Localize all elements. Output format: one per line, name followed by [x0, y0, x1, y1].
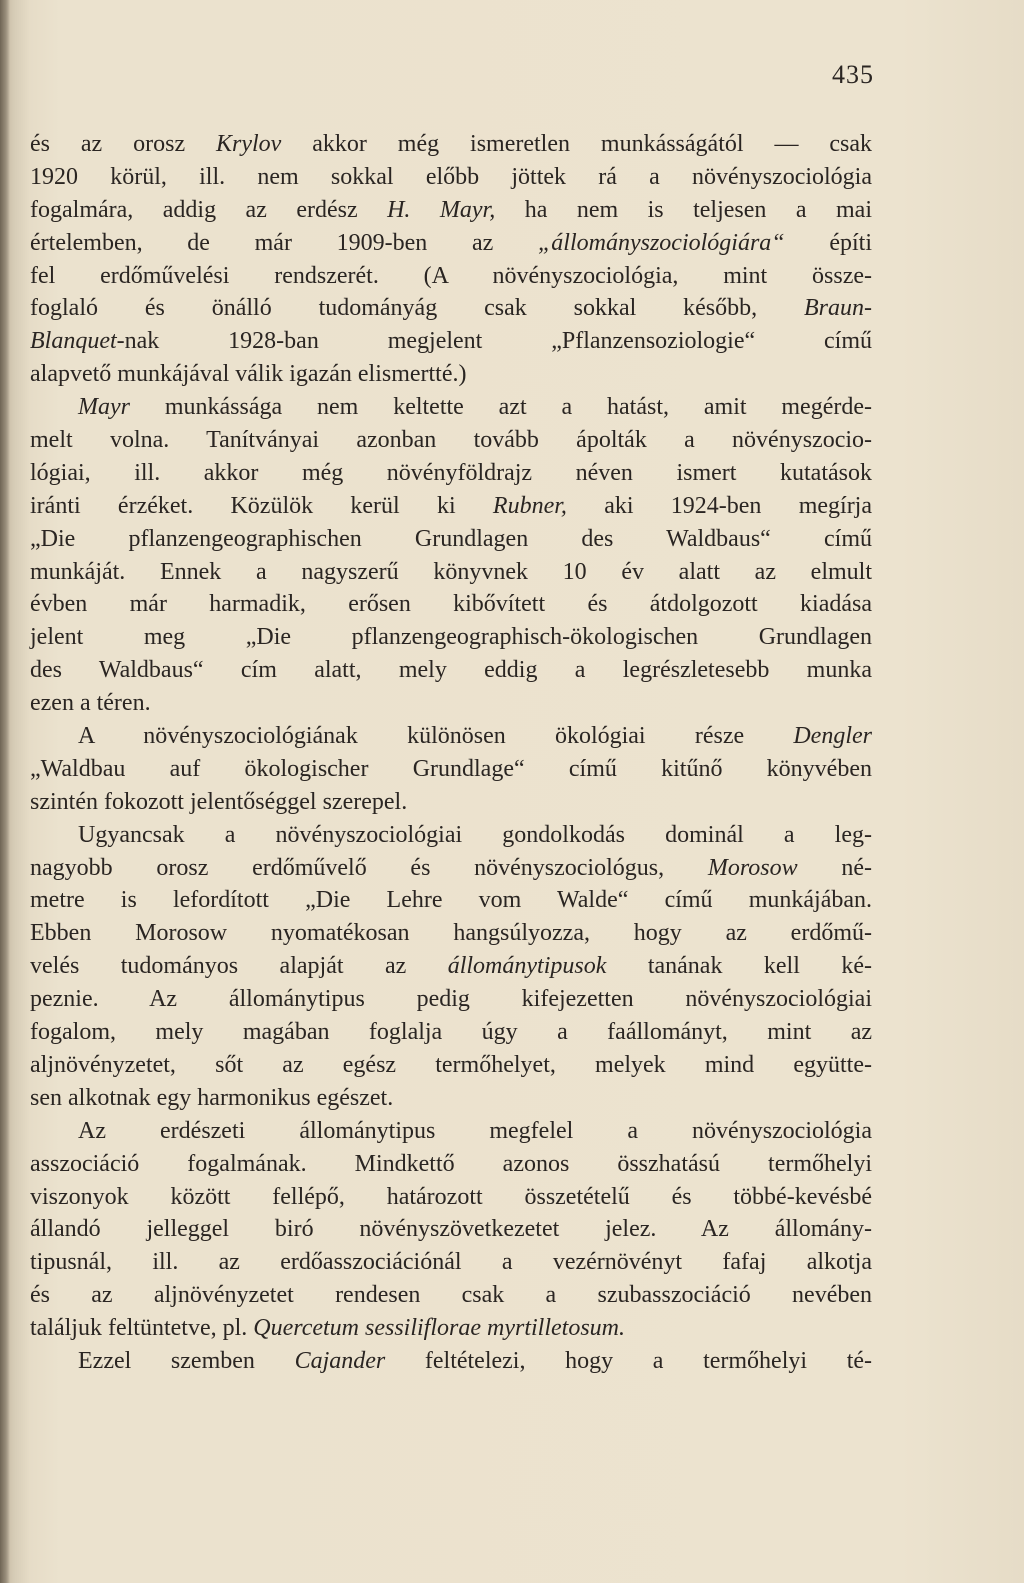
text-line — [30, 1246, 872, 1279]
text-segment: melt volna. Tanítványai azonban tovább ápolták a növényszocio- — [30, 427, 872, 454]
text-line — [30, 1345, 872, 1378]
text-line — [30, 194, 872, 227]
text-segment: és az aljnövényzetet rendesen csak a szubasszociáció nevében — [30, 1282, 872, 1309]
text-line — [30, 358, 872, 391]
italic-text-segment: Mayr — [78, 394, 130, 421]
text-line — [30, 1016, 872, 1049]
body-text — [30, 128, 872, 1378]
text-segment: sen alkotnak egy harmonikus egészet. — [30, 1084, 394, 1111]
text-segment: A növényszociológiának különösen ökológiai része — [78, 723, 794, 750]
text-line — [30, 260, 872, 293]
italic-text-segment: „állományszociológiára“ — [537, 229, 785, 256]
text-line — [30, 1049, 872, 1082]
italic-text-segment: Morosow — [707, 854, 798, 881]
text-line — [30, 819, 872, 852]
text-line — [30, 786, 872, 819]
text-segment: metre is lefordított „Die Lehre vom Walde“ című munkájában. — [30, 887, 872, 914]
text-line — [30, 1279, 872, 1312]
italic-text-segment: H. Mayr, — [387, 196, 496, 223]
text-segment: állandó jelleggel biró növényszövetkezetet jelez. Az állomány- — [30, 1216, 872, 1243]
text-line — [30, 654, 872, 687]
text-segment: nagyobb orosz erdőművelő és növényszociológus, — [30, 854, 708, 881]
text-line — [30, 753, 872, 786]
text-segment: „Die pflanzengeographischen Grundlagen des Waldbaus“ című — [30, 525, 872, 552]
text-segment: munkáját. Ennek a nagyszerű könyvnek 10 év alatt az elmult — [30, 558, 872, 585]
text-line — [30, 1115, 872, 1148]
text-line — [30, 128, 872, 161]
page-number: 435 — [832, 60, 874, 89]
text-line — [30, 523, 872, 556]
text-segment: feltételezi, hogy a termőhelyi té- — [385, 1347, 873, 1374]
italic-text-segment: Blanquet — [30, 328, 117, 355]
text-segment: velés tudományos alapját az — [30, 953, 448, 980]
text-segment: foglaló és önálló tudományág csak sokkal később, — [30, 295, 804, 322]
text-segment: és az orosz — [30, 131, 217, 157]
text-line — [30, 490, 872, 523]
text-line — [30, 983, 872, 1016]
text-line — [30, 588, 872, 621]
text-line — [30, 161, 872, 194]
text-segment: 1920 körül, ill. nem sokkal előbb jöttek rá a növényszociológia — [30, 163, 872, 190]
text-segment: asszociáció fogalmának. Mindkettő azonos összhatású termőhelyi — [30, 1150, 872, 1177]
text-segment: Az erdészeti állománytipus megfelel a növényszociológia — [78, 1117, 872, 1144]
text-segment: munkássága nem keltette azt a hatást, amit megérde- — [129, 394, 872, 421]
text-line — [30, 687, 872, 720]
text-segment: ha nem is teljesen a mai — [495, 196, 873, 223]
text-line — [30, 457, 872, 490]
text-segment: viszonyok között fellépő, határozott összetételű és többé-kevésbé — [30, 1183, 872, 1210]
italic-text-segment: Cajander — [294, 1347, 386, 1374]
text-segment: évben már harmadik, erősen kibővített és átdolgozott kiadása — [30, 591, 872, 618]
text-line — [30, 1213, 872, 1246]
text-line — [30, 917, 872, 950]
text-segment: ezen a téren. — [30, 690, 151, 717]
text-segment: értelemben, de már 1909-ben az — [30, 229, 538, 256]
text-line — [30, 852, 872, 885]
italic-text-segment: Braun- — [804, 295, 872, 322]
text-segment: Ebben Morosow nyomatékosan hangsúlyozza, hogy az erdőmű- — [30, 920, 872, 947]
text-line — [30, 556, 872, 589]
text-segment: jelent meg „Die pflanzengeographisch-ökologischen Grundlagen — [30, 624, 872, 651]
text-segment: aljnövényzetet, sőt az egész termőhelyet, melyek mind együtte- — [30, 1051, 872, 1078]
text-line — [30, 325, 872, 358]
text-line — [30, 391, 872, 424]
text-line — [30, 1148, 872, 1181]
text-segment: találjuk feltüntetve, pl. — [30, 1315, 254, 1342]
text-line — [30, 950, 872, 983]
text-segment: fogalmára, addig az erdész — [30, 196, 388, 223]
text-line — [30, 1181, 872, 1214]
text-segment: tipusnál, ill. az erdőasszociációnál a vezérnövényt fafaj alkotja — [30, 1249, 872, 1276]
text-line — [30, 720, 872, 753]
italic-text-segment: Dengler — [793, 723, 872, 750]
text-segment: fogalom, mely magában foglalja úgy a faállományt, mint az — [30, 1019, 872, 1046]
text-segment: szintén fokozott jelentőséggel szerepel. — [30, 788, 408, 815]
text-segment: né- — [797, 854, 872, 881]
text-line — [30, 292, 872, 325]
text-segment: Ezzel szemben — [78, 1347, 295, 1374]
italic-text-segment: Rubner, — [492, 492, 567, 519]
text-segment: iránti érzéket. Közülök kerül ki — [30, 492, 493, 519]
page-binding-edge — [0, 0, 10, 1583]
text-segment: peznie. Az állománytipus pedig kifejezetten növényszociológiai — [30, 986, 872, 1013]
text-line — [30, 621, 872, 654]
text-segment: tanának kell ké- — [606, 953, 872, 980]
text-segment: fel erdőművelési rendszerét. (A növényszociológia, mint össze- — [30, 262, 872, 289]
text-segment: Ugyancsak a növényszociológiai gondolkodás dominál a leg- — [78, 821, 872, 848]
text-line — [30, 424, 872, 457]
text-segment: építi — [784, 229, 872, 256]
text-line — [30, 884, 872, 917]
text-segment: des Waldbaus“ cím alatt, mely eddig a legrészletesebb munka — [30, 657, 872, 684]
text-line — [30, 1312, 872, 1345]
text-line — [30, 1082, 872, 1115]
text-segment: -nak 1928-ban megjelent „Pflanzensoziologie“ című — [116, 328, 872, 355]
text-segment: aki 1924-ben megírja — [566, 492, 873, 519]
text-line — [30, 227, 872, 260]
italic-text-segment: állománytipusok — [447, 953, 607, 980]
text-segment: akkor még ismeretlen munkásságától — csak — [281, 131, 873, 157]
text-segment: „Waldbau auf ökologischer Grundlage“ című kitűnő könyvében — [30, 755, 872, 782]
text-segment: lógiai, ill. akkor még növényföldrajz néven ismert kutatások — [30, 459, 872, 486]
text-segment: alapvető munkájával válik igazán elismertté.) — [30, 361, 467, 388]
italic-text-segment: Quercetum sessiliflorae myrtilletosum. — [253, 1315, 625, 1342]
italic-text-segment: Krylov — [216, 131, 282, 157]
